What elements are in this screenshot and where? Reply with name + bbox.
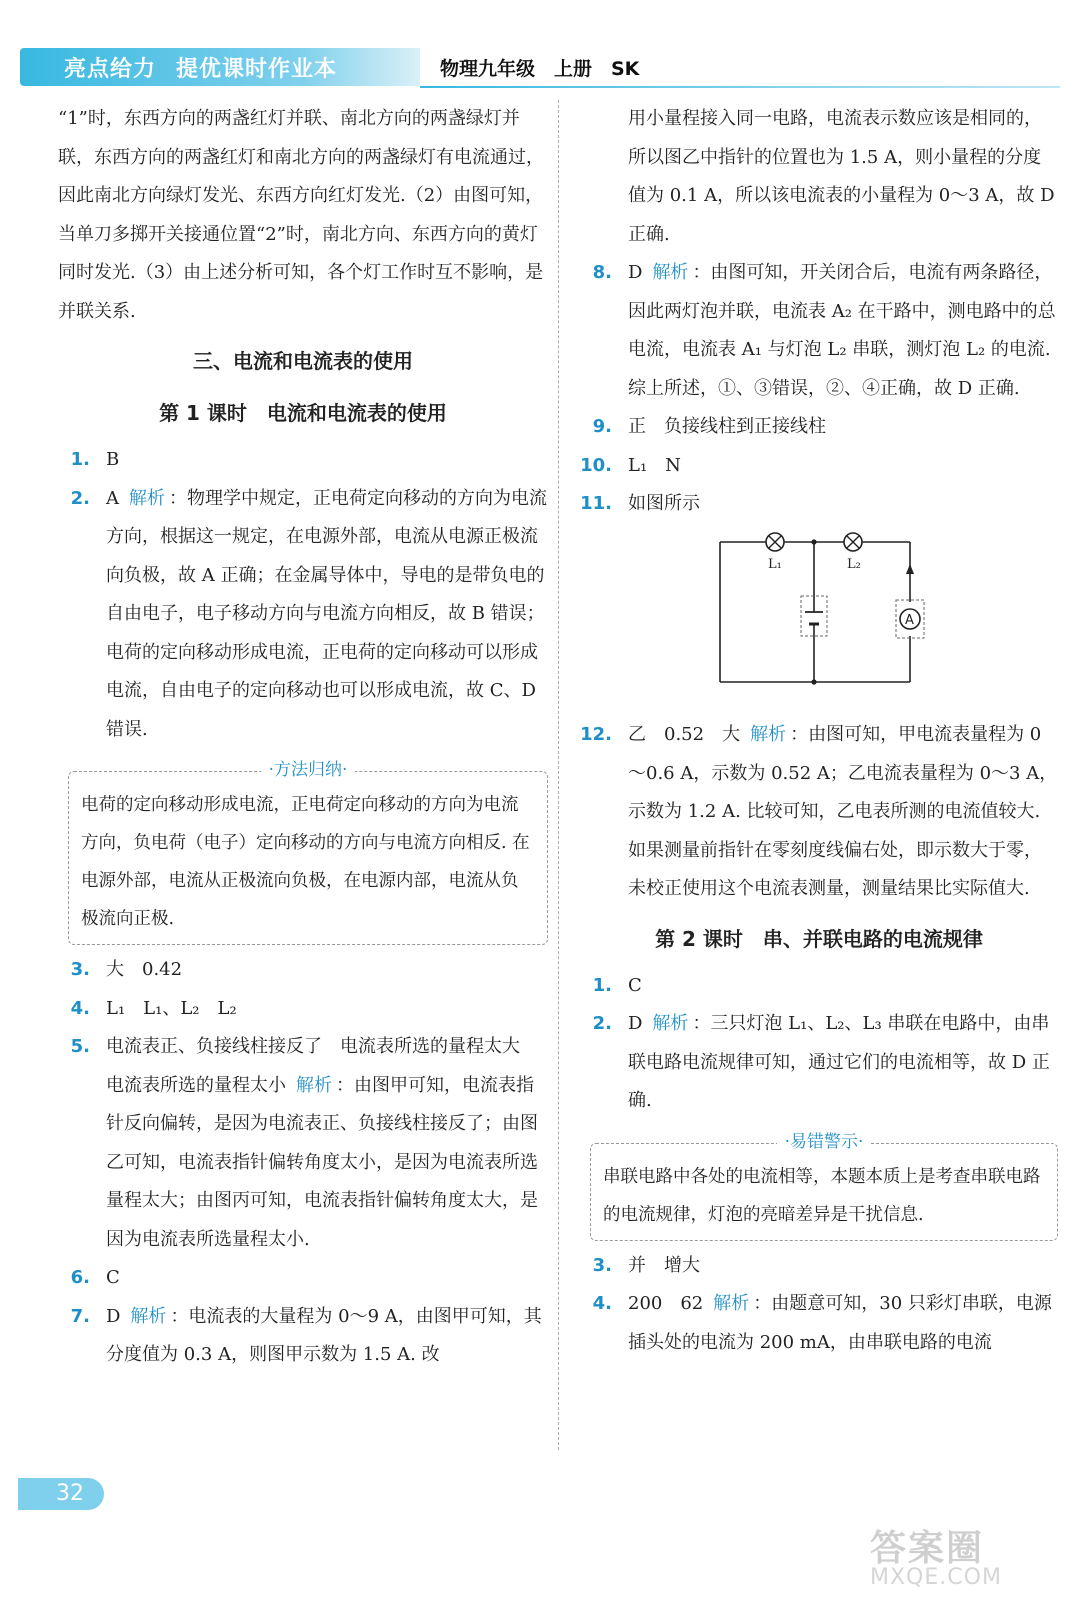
- analysis-tag: 解析: [652, 262, 689, 283]
- answer-text: 大 0.42: [106, 959, 183, 980]
- answer-text: C: [106, 1267, 120, 1288]
- box-title: ·方法归纳·: [261, 760, 356, 780]
- answer-text: 电流表正、负接线柱接反了 电流表所选的量程太大 电流表所选的量程太小: [106, 1036, 538, 1096]
- answer-item: [580, 1005, 1058, 1121]
- column-divider: [558, 100, 559, 1450]
- question-number: 2.: [592, 1013, 612, 1034]
- question-number: 7.: [70, 1305, 90, 1327]
- lamp-l2-label: L₂: [847, 556, 861, 572]
- analysis-text: ：由图甲可知，电流表指针反向偏转，是因为电流表正、负接线柱接反了；由图乙可知，电流表指针偏转角度太小，是因为电流表所选量程太大；由图丙可知，电流表指针偏转角度太大，是因为电流表所选量程太小.: [106, 1074, 538, 1250]
- analysis-text: ：电流表的大量程为 0～9 A，由图甲可知，其分度值为 0.3 A，则图甲示数为 1.5 A. 改: [106, 1305, 542, 1365]
- analysis-text: ：由题意可知，30 只彩灯串联，电源插头处的电流为 200 mA，由串联电路的电流: [628, 1293, 1052, 1353]
- analysis-tag: 解析: [713, 1293, 750, 1314]
- question-number: 3.: [592, 1254, 612, 1276]
- answer-item: [580, 254, 1058, 408]
- answer-text: 200 62: [628, 1293, 704, 1314]
- header-rule: [420, 86, 1060, 88]
- analysis-text: ：物理学中规定，正电荷定向移动的方向为电流方向，根据这一规定，在电源外部，电流从电源正极流向负极，故 A 正确；在金属导体中，导电的是带负电的自由电子，电子移动方向与电流方向相反，故 B 错误；电荷的定向移动形成电流，正电荷的定向移动可以形成电流，自由电子的定向移动也可以形成电流，故 C、D 错误.: [106, 487, 547, 740]
- right-column: [580, 100, 1058, 1362]
- left-column: [58, 100, 548, 1375]
- analysis-text: ：由图可知，开关闭合后，电流有两条路径，因此两灯泡并联，电流表 A₂ 在干路中，测电路中的总电流，电流表 A₁ 与灯泡 L₂ 串联，测灯泡 L₂ 的电流. 综上所述，①、③错误，②、④正确，故 D 正确.: [628, 262, 1056, 399]
- analysis-tag: 解析: [750, 724, 787, 745]
- section-title: 三、电流和电流表的使用: [193, 349, 413, 373]
- lamp-l2-icon: [844, 533, 862, 551]
- lesson-title: 第 2 课时 串、并联电路的电流规律: [655, 926, 983, 951]
- question-number: 8.: [592, 262, 612, 283]
- subject-label: 物理九年级 上册 SK: [440, 58, 640, 80]
- page-number: 32: [18, 1478, 104, 1510]
- question-number: 9.: [592, 416, 612, 437]
- watermark-bottom: MXQE.COM: [870, 1565, 1002, 1590]
- answer-text: 正 负接线柱到正接线柱: [628, 416, 826, 437]
- ammeter-icon: [896, 600, 924, 638]
- junction-dot: [811, 539, 816, 544]
- answer-text: A: [106, 487, 119, 509]
- question-number: 1.: [592, 974, 612, 996]
- analysis-text: ：由图可知，甲电流表量程为 0～0.6 A，示数为 0.52 A；乙电流表量程为 0～3 A，示数为 1.2 A. 比较可知，乙电表所测的电流值较大. 如果测量前指针在零刻度线偏右处，即示数大于零，未校正使用这个电流表测量，测量结果比实际值大.: [628, 724, 1058, 899]
- answer-text: D: [628, 262, 643, 283]
- watermark-top: 答案圈: [870, 1528, 985, 1569]
- answer-item: [58, 1028, 548, 1259]
- answer-item: [580, 1247, 1058, 1286]
- answer-item: [58, 441, 548, 480]
- analysis-tag: 解析: [129, 487, 165, 509]
- answer-item: [580, 447, 1058, 486]
- box-text: 电荷的定向移动形成电流，正电荷定向移动的方向为电流方向，负电荷（电子）定向移动的方向与电流方向相反. 在电源外部，电流从正极流向负极，在电源内部，电流从负极流向正极.: [81, 795, 530, 929]
- circuit-diagram: [710, 532, 950, 692]
- method-summary-box: [68, 760, 548, 945]
- arrow-up-icon: [906, 564, 914, 574]
- answer-item: [58, 1298, 548, 1375]
- answer-item: [580, 967, 1058, 1006]
- header-banner: [20, 48, 420, 86]
- answer-text: L₁ L₁、L₂ L₂: [106, 997, 237, 1019]
- question-number: 6.: [70, 1267, 90, 1288]
- box-text: 串联电路中各处的电流相等，本题本质上是考查串联电路的电流规律，灯泡的亮暗差异是干扰信息.: [603, 1166, 1041, 1225]
- series-name: 亮点给力: [64, 57, 157, 82]
- lamp-l1-icon: [766, 533, 784, 551]
- answer-item: [580, 485, 1058, 524]
- answer-text: D: [106, 1305, 121, 1327]
- answer-text: B: [106, 449, 120, 470]
- answer-text: L₁ N: [628, 454, 681, 476]
- answer-text: 乙 0.52 大: [628, 724, 741, 745]
- question-number: 3.: [70, 959, 90, 980]
- answer-item: [580, 408, 1058, 447]
- analysis-text: ：三只灯泡 L₁、L₂、L₃ 串联在电路中，由串联电路电流规律可知，通过它们的电流相等，故 D 正确.: [628, 1013, 1050, 1111]
- page-header: [0, 48, 1082, 90]
- ammeter-label: A: [905, 612, 914, 628]
- error-warning-box: [590, 1131, 1058, 1241]
- lamp-l1-label: L₁: [768, 556, 782, 572]
- answer-continuation: [580, 100, 1058, 254]
- intro-paragraph: [58, 100, 548, 331]
- question-number: 5.: [70, 1036, 90, 1057]
- analysis-tag: 解析: [130, 1305, 167, 1327]
- analysis-text: 用小量程接入同一电路，电流表示数应该是相同的，所以图乙中指针的位置也为 1.5 A，则小量程的分度值为 0.1 A，所以该电流表的小量程为 0～3 A，故 D 正确.: [628, 108, 1055, 245]
- answer-item: [58, 951, 548, 990]
- analysis-tag: 解析: [296, 1074, 332, 1096]
- answer-item: [580, 716, 1058, 909]
- question-number: 12.: [580, 724, 612, 745]
- answer-item: [58, 1259, 548, 1298]
- answer-text: C: [628, 974, 642, 996]
- answer-text: D: [628, 1013, 643, 1034]
- answer-item: [580, 1285, 1058, 1362]
- question-number: 4.: [70, 997, 90, 1019]
- box-title: ·易错警示·: [777, 1132, 872, 1152]
- question-number: 2.: [70, 487, 90, 509]
- answer-item: [58, 480, 548, 750]
- analysis-tag: 解析: [652, 1013, 689, 1034]
- question-number: 10.: [580, 454, 612, 476]
- question-number: 11.: [580, 493, 612, 514]
- book-name: 提优课时作业本: [176, 57, 338, 82]
- question-number: 4.: [592, 1293, 612, 1314]
- banner-text: [64, 52, 337, 83]
- intro-text: “1”时，东西方向的两盏红灯并联、南北方向的两盏绿灯并联，东西方向的两盏红灯和南北方向的两盏绿灯有电流通过，因此南北方向绿灯发光、东西方向红灯发光.（2）由图可知，当单刀多掷开关接通位置“2”时，南北方向、东西方向的黄灯同时发光.（3）由上述分析可知，各个灯工作时互不影响，是并联关系.: [58, 108, 544, 322]
- answer-text: 并 增大: [628, 1254, 700, 1276]
- lesson-title: 第 1 课时 电流和电流表的使用: [159, 401, 447, 425]
- watermark-logo: [870, 1520, 1050, 1590]
- answer-text: 如图所示: [628, 493, 700, 514]
- answer-item: [58, 990, 548, 1029]
- junction-dot: [811, 679, 816, 684]
- question-number: 1.: [70, 449, 90, 470]
